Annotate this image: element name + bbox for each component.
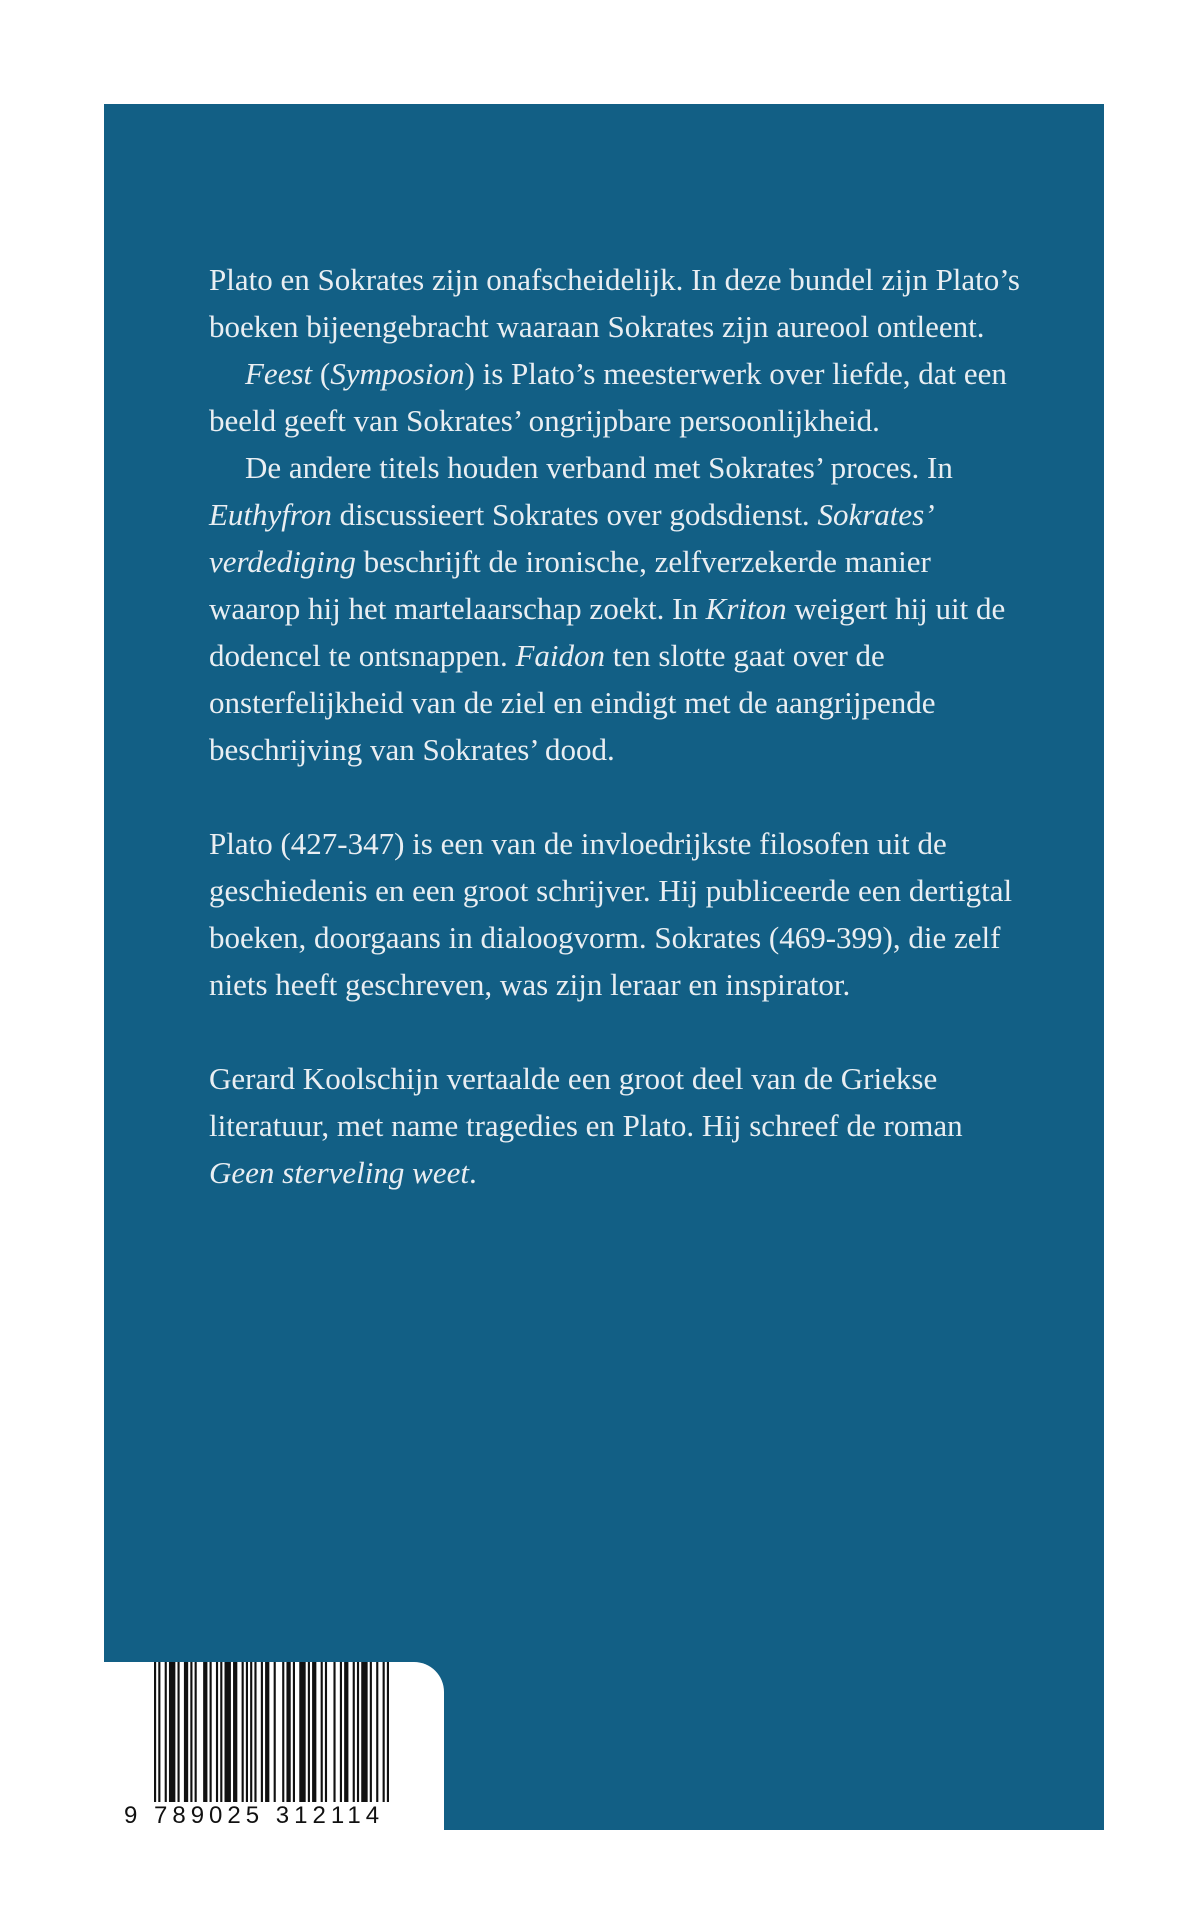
- barcode-bar: [178, 1662, 180, 1802]
- isbn-barcode: [144, 1662, 504, 1802]
- barcode-bar: [225, 1662, 231, 1802]
- title-verdediging: Sokrates’ verdediging: [209, 497, 932, 579]
- barcode-bar: [353, 1662, 355, 1802]
- barcode-bar: [357, 1662, 359, 1802]
- barcode-bar: [387, 1662, 389, 1802]
- blurb-p3-text-2: discussieert Sokrates over godsdienst.: [331, 497, 818, 532]
- barcode-bar: [254, 1662, 256, 1802]
- title-feest: Feest: [245, 356, 313, 391]
- barcode-bar: [220, 1662, 222, 1802]
- title-faidon: Faidon: [515, 638, 606, 673]
- barcode-bar: [190, 1662, 192, 1802]
- barcode-bar: [184, 1662, 188, 1802]
- blurb-paragraph-2: [209, 350, 1029, 444]
- barcode-bar: [376, 1662, 378, 1802]
- barcode-bar: [233, 1662, 237, 1802]
- barcode-bar: [195, 1662, 197, 1802]
- blurb-text: [209, 256, 1029, 1196]
- barcode-bar: [242, 1662, 244, 1802]
- barcode-bar: [165, 1662, 167, 1802]
- author-bio: Plato (427-347) is een van de invloedrijkste filosofen uit de geschiedenis en een groot schrijver. Hij publiceerde een dertigtal boeken, doorgaans in dialoogvorm. Sokrates (469-399), die zelf niets heeft geschreven, was zijn leraar en inspirator.: [209, 826, 1013, 1002]
- title-geen-sterveling-weet: Geen sterveling weet: [209, 1155, 469, 1190]
- title-symposion: Symposion: [330, 356, 465, 391]
- barcode-bar: [361, 1662, 367, 1802]
- barcode-bar: [210, 1662, 212, 1802]
- barcode-bar: [344, 1662, 348, 1802]
- barcode-bar: [154, 1662, 156, 1802]
- barcode-bar: [312, 1662, 316, 1802]
- barcode-bar: [261, 1662, 263, 1802]
- barcode-bar: [274, 1662, 276, 1802]
- barcode-bar: [333, 1662, 335, 1802]
- barcode-bar: [325, 1662, 327, 1802]
- translator-bio: [209, 1055, 1029, 1196]
- barcode-bar: [308, 1662, 310, 1802]
- barcode-bar: [383, 1662, 385, 1802]
- barcode-bar: [265, 1662, 269, 1802]
- title-euthyfron: Euthyfron: [209, 497, 332, 532]
- blurb-p3-text-4: weigert hij uit de dodencel te ontsnappen.: [209, 591, 1006, 673]
- title-kriton: Kriton: [705, 591, 787, 626]
- barcode-bar: [299, 1662, 305, 1802]
- blurb-p2-text: ) is Plato’s meesterwerk over liefde, dat een beeld geeft van Sokrates’ ongrijpbare persoonlijkheid.: [209, 356, 1007, 438]
- blurb-p3-text-5: ten slotte gaat over de onsterfelijkheid van de ziel en eindigt met de aangrijpende beschrijving van Sokrates’ dood.: [209, 638, 936, 767]
- barcode-bar: [169, 1662, 175, 1802]
- barcode-area: [104, 1662, 444, 1830]
- barcode-bar: [216, 1662, 218, 1802]
- blurb-paragraph-3: [209, 444, 1029, 773]
- isbn-digits: 9 789025 312114: [124, 1802, 385, 1829]
- paren-open: (: [312, 356, 331, 391]
- translator-bio-end: .: [468, 1155, 477, 1190]
- barcode-bar: [340, 1662, 342, 1802]
- barcode-bar: [370, 1662, 372, 1802]
- barcode-bar: [321, 1662, 323, 1802]
- blurb-p3-text-1: De andere titels houden verband met Sokrates’ proces. In: [245, 450, 953, 485]
- barcode-bar: [203, 1662, 207, 1802]
- blurb-p3-text-3: beschrijft de ironische, zelfverzekerde manier waarop hij het martelaarschap zoekt. In: [209, 544, 931, 626]
- blurb-paragraph-1: Plato en Sokrates zijn onafscheidelijk. In deze bundel zijn Plato’s boeken bijeengebracht waaraan Sokrates zijn aureool ontleent.: [209, 262, 1020, 344]
- barcode-bar: [250, 1662, 252, 1802]
- barcode-bar: [293, 1662, 295, 1802]
- barcode-bar: [246, 1662, 248, 1802]
- barcode-bar: [282, 1662, 284, 1802]
- barcode-bar: [286, 1662, 290, 1802]
- translator-bio-text: Gerard Koolschijn vertaalde een groot deel van de Griekse literatuur, met name tragedies en Plato. Hij schreef de roman: [209, 1061, 963, 1143]
- barcode-bar: [158, 1662, 160, 1802]
